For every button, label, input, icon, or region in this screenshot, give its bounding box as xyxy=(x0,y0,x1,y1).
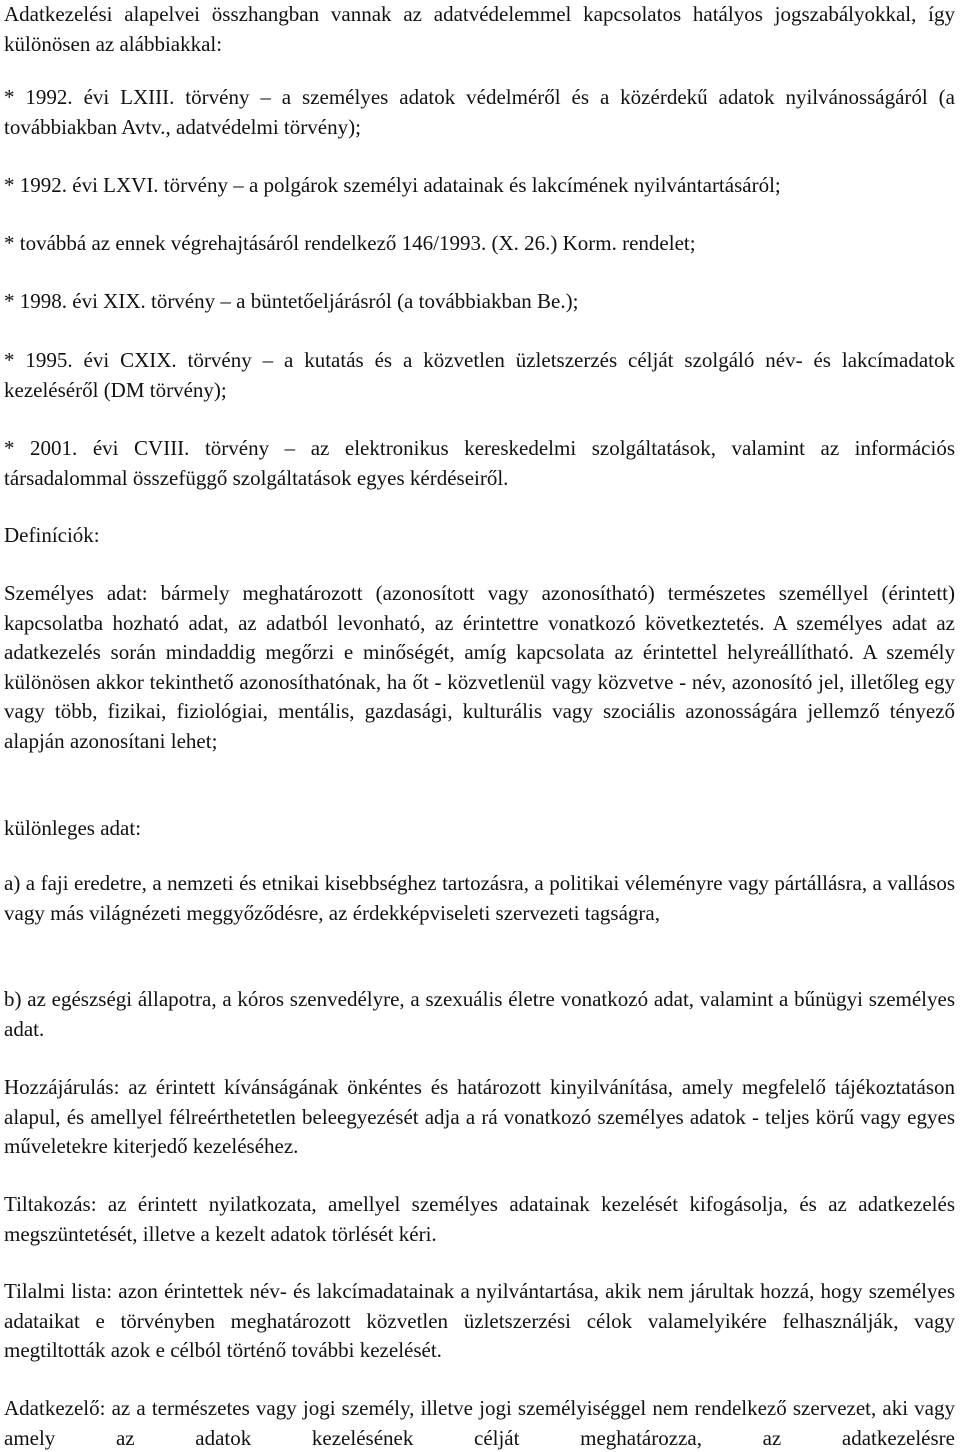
law-item-dm: * 1995. évi CXIX. törvény – a kutatás és a közvetlen üzletszerzés célját szolgáló név- és lakcímadatok kezeléséről (DM törvény); xyxy=(4,348,955,402)
law-item-avtv: * 1992. évi LXIII. törvény – a személyes adatok védelméről és a közérdekű adatok nyilvánosságáról (a továbbiakban Avtv., adatvédelmi törvény); xyxy=(4,85,955,139)
law-item-lxvi: * 1992. évi LXVI. törvény – a polgárok személyi adatainak és lakcímének nyilvántartásáról; xyxy=(4,173,781,197)
intro-paragraph: Adatkezelési alapelvei összhangban vannak az adatvédelemmel kapcsolatos hatályos jogszabályokkal, így különösen az alábbiakkal: xyxy=(4,2,955,56)
law-item-decree: * továbbá az ennek végrehajtásáról rendelkező 146/1993. (X. 26.) Korm. rendelet; xyxy=(4,231,696,255)
definition-block-list: Tilalmi lista: azon érintettek név- és lakcímadatainak a nyilvántartása, akik nem járultak hozzá, hogy személyes adataikat e törvényben meghatározott közvetlen üzletszerzési célok valamelyikére felhasználják, vagy megtiltották azok e célból történő további kezelését. xyxy=(4,1279,955,1362)
definition-consent: Hozzájárulás: az érintett kívánságának önkéntes és határozott kinyilvánítása, amely megfelelő tájékoztatáson alapul, és amellyel félreérthetetlen beleegyezését adja a rá vonatkozó személyes adatok - teljes körű vagy egyes műveletekre kiterjedő kezeléséhez. xyxy=(4,1075,955,1158)
special-data-b: b) az egészségi állapotra, a kóros szenvedélyre, a szexuális életre vonatkozó adat, valamint a bűnügyi személyes adat. xyxy=(4,987,955,1041)
document-page xyxy=(4,0,955,1452)
definition-objection: Tiltakozás: az érintett nyilatkozata, amellyel személyes adatainak kezelését kifogásolja, és az adatkezelés megszüntetését, illetve a kezelt adatok törlését kéri. xyxy=(4,1192,955,1246)
law-item-ecommerce: * 2001. évi CVIII. törvény – az elektronikus kereskedelmi szolgáltatások, valamint az információs társadalommal összefüggő szolgáltatások egyes kérdéseiről. xyxy=(4,436,955,490)
law-item-be: * 1998. évi XIX. törvény – a büntetőeljárásról (a továbbiakban Be.); xyxy=(4,289,579,313)
special-data-heading: különleges adat: xyxy=(4,816,142,840)
definitions-heading: Definíciók: xyxy=(4,523,100,547)
definition-personal-data: Személyes adat: bármely meghatározott (azonosított vagy azonosítható) természetes személlyel (érintett) kapcsolatba hozható adat, az adatból levonható, az érintettre vonatkozó következtetés. A személyes adat az adatkezelés során mindaddig megőrzi e minőségét, amíg kapcsolata az érintettel helyreállítható. A személy különösen akkor tekinthető azonosíthatónak, ha őt - közvetlenül vagy közvetve - név, azonosító jel, illetőleg egy vagy több, fizikai, fiziológiai, mentális, gazdasági, kulturális vagy szociális azonosságára jellemző tényező alapján azonosítani lehet; xyxy=(4,581,955,753)
special-data-a: a) a faji eredetre, a nemzeti és etnikai kisebbséghez tartozásra, a politikai véleményre vagy pártállásra, a vallásos vagy más világnézeti meggyőződésre, az érdekképviseleti szervezeti tagságra, xyxy=(4,871,955,925)
definition-controller: Adatkezelő: az a természetes vagy jogi személy, illetve jogi személyiséggel nem rendelkező szervezet, aki vagy amely az adatok kezelésének célját meghatározza, az adatkezelésre xyxy=(4,1396,955,1450)
